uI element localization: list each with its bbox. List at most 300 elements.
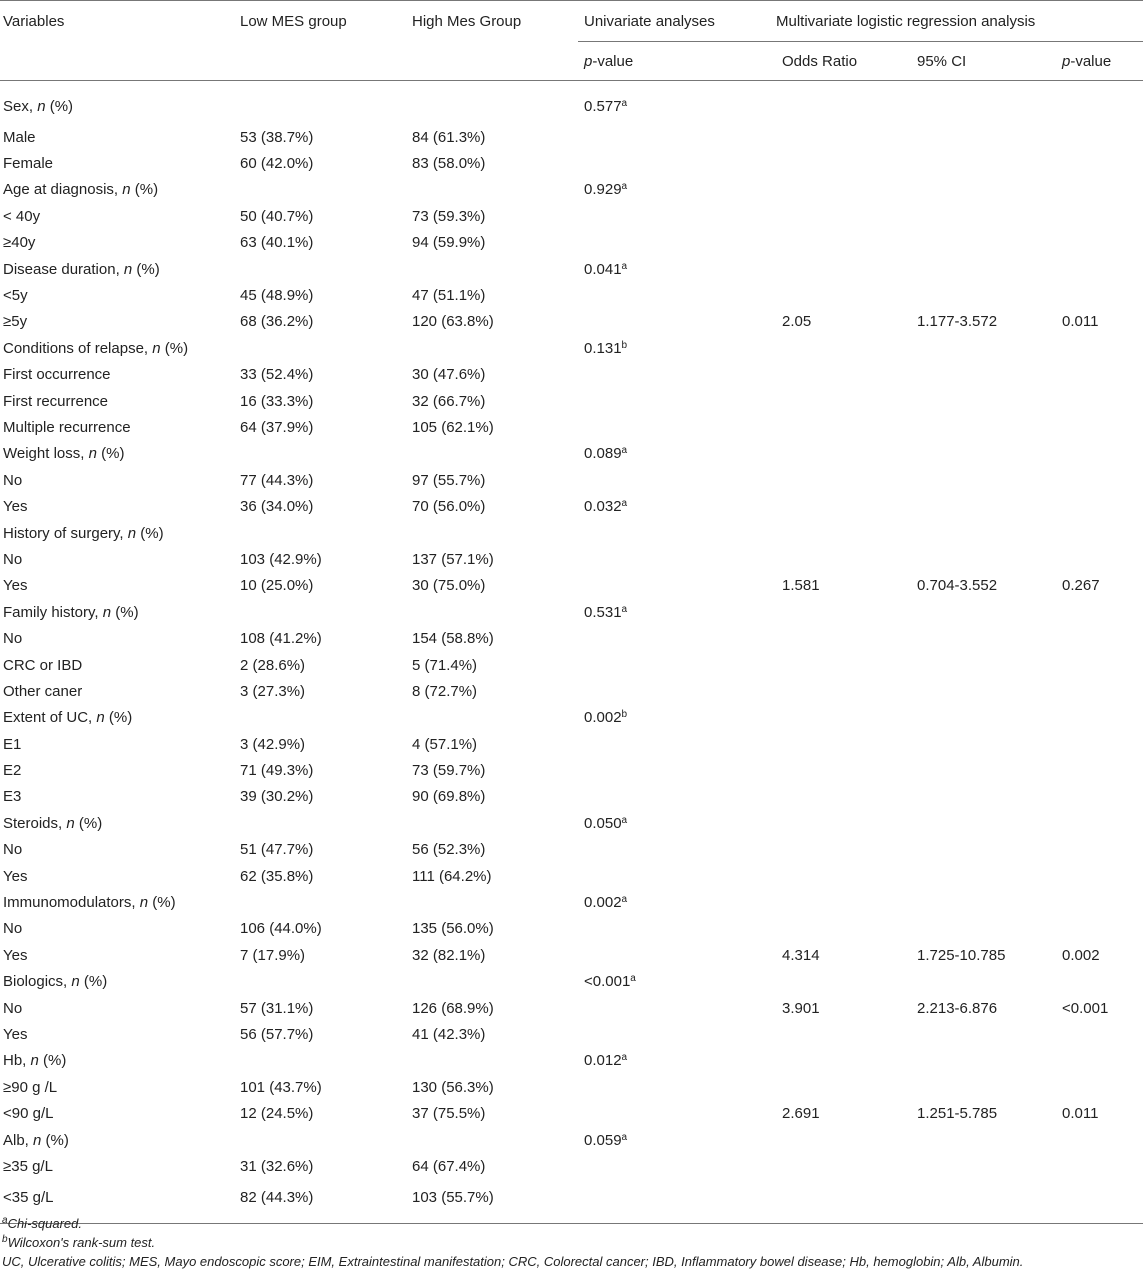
- univariate-p-cell: [578, 546, 776, 572]
- table-row: [0, 493, 1143, 519]
- variable-cell: [0, 1048, 236, 1074]
- low-mes-cell: 12 (24.5%): [240, 1105, 314, 1123]
- footnote-abbreviations: UC, Ulcerative colitis; MES, Mayo endoscopic score; EIM, Extraintestinal manifestation; CRC, Colorectal cancer; IBD, Inflammatory bowel disease; Hb, hemoglobin; Alb, Albumin.: [2, 1254, 1024, 1269]
- odds-ratio-cell: [776, 625, 911, 651]
- variable-label: Weight loss,: [3, 445, 89, 463]
- univariate-p-cell: [578, 889, 776, 915]
- high-mes-cell: [408, 705, 578, 731]
- variable-cell: [0, 889, 236, 915]
- variable-label-end: (%): [96, 445, 125, 463]
- variable-cell: [0, 177, 236, 203]
- multivariate-p-cell: [1056, 599, 1143, 625]
- footnote-mark: a: [621, 814, 628, 826]
- high-mes-cell: [408, 81, 578, 125]
- variable-label: Age at diagnosis,: [3, 181, 123, 199]
- univariate-p-cell: [578, 230, 776, 256]
- footnote-a-mark: a: [2, 1215, 8, 1226]
- header-low-mes: Low MES group: [236, 1, 408, 81]
- table-row: [0, 731, 1143, 757]
- odds-ratio-cell: [776, 969, 911, 995]
- low-mes-cell: 101 (43.7%): [240, 1078, 322, 1096]
- variable-cell: [0, 256, 236, 282]
- low-mes-cell: [236, 81, 408, 125]
- table-row: [0, 969, 1143, 995]
- ci-cell: [911, 757, 1056, 783]
- table-row: [0, 520, 1143, 546]
- table-row: [0, 1048, 1143, 1074]
- table-row: [0, 863, 1143, 889]
- univariate-p-cell: [578, 678, 776, 704]
- table-row: [0, 124, 1143, 150]
- table-row: [0, 441, 1143, 467]
- variable-cell: [0, 335, 236, 361]
- high-mes-cell: 41 (42.3%): [412, 1025, 486, 1043]
- ci-cell: [911, 203, 1056, 229]
- variable-label: Male: [3, 128, 36, 146]
- odds-ratio-cell: [776, 467, 911, 493]
- multivariate-p-cell: [1056, 916, 1143, 942]
- header-ci: 95% CI: [911, 42, 1056, 81]
- table-row: [0, 1021, 1143, 1047]
- univariate-p-cell: [578, 705, 776, 731]
- ci-cell: 0.704-3.552: [917, 577, 998, 595]
- univariate-p-cell: [578, 1048, 776, 1074]
- table-row: [0, 150, 1143, 176]
- variable-label: No: [3, 841, 23, 859]
- odds-ratio-cell: [776, 1074, 911, 1100]
- footnote-mark: a: [621, 445, 628, 457]
- high-mes-cell: 37 (75.5%): [412, 1105, 486, 1123]
- high-mes-cell: [408, 256, 578, 282]
- low-mes-cell: 71 (49.3%): [240, 762, 314, 780]
- univariate-p-cell: [578, 282, 776, 308]
- variable-label-end: (%): [132, 260, 160, 278]
- low-mes-cell: [236, 1127, 408, 1153]
- variable-label: <90 g/L: [3, 1105, 54, 1123]
- variable-cell: [0, 282, 236, 308]
- odds-ratio-cell: 3.901: [782, 999, 820, 1017]
- univariate-p-cell: [578, 652, 776, 678]
- univariate-p-cell: [578, 335, 776, 361]
- high-mes-cell: [408, 335, 578, 361]
- univariate-p-cell: [578, 1100, 776, 1126]
- high-mes-cell: 30 (75.0%): [412, 577, 486, 595]
- variable-label: E1: [3, 735, 22, 753]
- ci-cell: [911, 81, 1056, 125]
- univariate-p-cell: [578, 177, 776, 203]
- table-row: [0, 784, 1143, 810]
- variable-label-end: (%): [111, 603, 139, 621]
- variable-cell: [0, 573, 236, 599]
- univariate-p-cell: [578, 1153, 776, 1179]
- table-row: [0, 546, 1143, 572]
- table-row: [0, 230, 1143, 256]
- variable-label: Yes: [3, 498, 28, 516]
- multivariate-p-cell: [1056, 441, 1143, 467]
- multivariate-p-cell: [1056, 282, 1143, 308]
- ci-cell: [911, 889, 1056, 915]
- multivariate-p-cell: [1056, 493, 1143, 519]
- low-mes-cell: 10 (25.0%): [240, 577, 314, 595]
- table-row: [0, 414, 1143, 440]
- variable-cell: [0, 1127, 236, 1153]
- footnote-b: [0, 1233, 1143, 1252]
- low-mes-cell: 53 (38.7%): [240, 128, 314, 146]
- odds-ratio-cell: 4.314: [782, 946, 820, 964]
- odds-ratio-cell: [776, 1021, 911, 1047]
- variable-label: Disease duration,: [3, 260, 124, 278]
- high-mes-cell: 105 (62.1%): [412, 418, 494, 436]
- variable-label: History of surgery,: [3, 524, 128, 542]
- multivariate-p-cell: [1056, 1021, 1143, 1047]
- variable-label-italic: n: [139, 894, 149, 912]
- variable-cell: [0, 81, 236, 125]
- high-mes-cell: 47 (51.1%): [412, 287, 486, 305]
- variable-label: < 40y: [3, 207, 41, 225]
- footnote-mark: a: [621, 498, 628, 510]
- odds-ratio-cell: [776, 493, 911, 519]
- high-mes-cell: [408, 441, 578, 467]
- table-row: [0, 177, 1143, 203]
- univariate-p-value: 0.002: [584, 894, 622, 912]
- variable-cell: [0, 837, 236, 863]
- univariate-p-value: 0.929: [584, 181, 622, 199]
- variable-label-italic: n: [152, 339, 161, 357]
- low-mes-cell: 36 (34.0%): [240, 498, 314, 516]
- univariate-p-cell: [578, 863, 776, 889]
- multivariate-p-cell: 0.002: [1062, 946, 1100, 964]
- p-rest: -value: [1070, 52, 1112, 70]
- footnote-mark: a: [621, 1052, 628, 1064]
- variable-label: Yes: [3, 577, 28, 595]
- header-odds-ratio: Odds Ratio: [776, 42, 911, 81]
- variable-label: No: [3, 999, 23, 1017]
- high-mes-cell: 126 (68.9%): [412, 999, 494, 1017]
- variable-label: Steroids,: [3, 814, 67, 832]
- variable-label: Sex,: [3, 98, 38, 115]
- footnote-mark: a: [621, 181, 628, 193]
- table-row: [0, 837, 1143, 863]
- odds-ratio-cell: [776, 599, 911, 625]
- univariate-p-cell: [578, 81, 776, 125]
- multivariate-p-cell: [1056, 150, 1143, 176]
- variable-label: Yes: [3, 867, 28, 885]
- multivariate-p-cell: [1056, 177, 1143, 203]
- univariate-p-value: 0.050: [584, 814, 622, 832]
- variable-label: ≥5y: [3, 313, 28, 331]
- p-italic: p: [1062, 52, 1071, 70]
- high-mes-cell: 32 (82.1%): [412, 946, 486, 964]
- univariate-p-cell: [578, 124, 776, 150]
- variable-label-end: (%): [79, 973, 108, 991]
- variable-label: E3: [3, 788, 22, 806]
- ci-cell: [911, 599, 1056, 625]
- univariate-p-cell: [578, 1021, 776, 1047]
- low-mes-cell: [236, 705, 408, 731]
- odds-ratio-cell: [776, 150, 911, 176]
- multivariate-p-cell: [1056, 1048, 1143, 1074]
- multivariate-p-cell: [1056, 731, 1143, 757]
- high-mes-cell: [408, 969, 578, 995]
- ci-cell: [911, 969, 1056, 995]
- variable-label: Hb,: [3, 1052, 31, 1070]
- variable-label-end: (%): [136, 524, 164, 542]
- odds-ratio-cell: [776, 362, 911, 388]
- variable-label: ≥35 g/L: [3, 1157, 53, 1175]
- variable-label: Yes: [3, 1025, 28, 1043]
- univariate-p-cell: [578, 467, 776, 493]
- footnotes: [0, 1214, 1143, 1271]
- ci-cell: [911, 678, 1056, 704]
- variable-label: No: [3, 630, 23, 648]
- footnote-b-mark: b: [2, 1234, 8, 1245]
- table-row: [0, 942, 1143, 968]
- table-row: [0, 81, 1143, 125]
- low-mes-cell: [236, 520, 408, 546]
- variable-cell: [0, 414, 236, 440]
- variable-label: <35 g/L: [3, 1188, 54, 1206]
- odds-ratio-cell: [776, 414, 911, 440]
- variable-cell: [0, 810, 236, 836]
- variable-cell: [0, 705, 236, 731]
- high-mes-cell: 56 (52.3%): [412, 841, 486, 859]
- low-mes-cell: 45 (48.9%): [240, 287, 314, 305]
- variable-label: ≥40y: [3, 234, 36, 252]
- multivariate-p-cell: [1056, 388, 1143, 414]
- variable-label-italic: n: [102, 603, 112, 621]
- ci-cell: [911, 1127, 1056, 1153]
- odds-ratio-cell: 2.05: [782, 313, 812, 331]
- header-high-mes: High Mes Group: [408, 1, 578, 81]
- variable-label: First recurrence: [3, 392, 109, 410]
- variable-label: E2: [3, 762, 22, 780]
- header-univariate: Univariate analyses: [578, 1, 776, 42]
- odds-ratio-cell: [776, 1153, 911, 1179]
- high-mes-cell: [408, 599, 578, 625]
- high-mes-cell: 73 (59.7%): [412, 762, 486, 780]
- odds-ratio-cell: [776, 256, 911, 282]
- low-mes-cell: 31 (32.6%): [240, 1157, 314, 1175]
- ci-cell: 1.251-5.785: [917, 1105, 998, 1123]
- variable-label: Family history,: [3, 603, 103, 621]
- univariate-p-cell: [578, 1074, 776, 1100]
- multivariate-p-cell: [1056, 705, 1143, 731]
- ci-cell: [911, 916, 1056, 942]
- high-mes-cell: 5 (71.4%): [412, 656, 478, 674]
- table-row: [0, 1153, 1143, 1179]
- table-row: [0, 995, 1143, 1021]
- univariate-p-cell: [578, 309, 776, 335]
- odds-ratio-cell: [776, 810, 911, 836]
- variable-label-end: (%): [148, 894, 176, 912]
- multivariate-p-cell: 0.011: [1062, 313, 1099, 331]
- univariate-p-value: 0.131: [584, 339, 622, 357]
- ci-cell: [911, 467, 1056, 493]
- footnote-mark: b: [621, 339, 628, 351]
- footnote-mark: a: [621, 1131, 628, 1143]
- multivariate-p-cell: [1056, 520, 1143, 546]
- odds-ratio-cell: [776, 863, 911, 889]
- variable-cell: [0, 546, 236, 572]
- variable-cell: [0, 863, 236, 889]
- header-multivariate: Multivariate logistic regression analysis: [776, 1, 1143, 42]
- low-mes-cell: 50 (40.7%): [240, 207, 314, 225]
- high-mes-cell: 103 (55.7%): [408, 1180, 578, 1224]
- odds-ratio-cell: [776, 678, 911, 704]
- high-mes-cell: [408, 810, 578, 836]
- multivariate-p-cell: [1056, 362, 1143, 388]
- high-mes-cell: 30 (47.6%): [412, 366, 486, 384]
- variable-cell: [0, 203, 236, 229]
- variable-label: No: [3, 550, 23, 568]
- variable-label-end: (%): [45, 98, 74, 115]
- ci-cell: [911, 282, 1056, 308]
- univariate-p-value: 0.577: [584, 98, 622, 115]
- table-body: [0, 81, 1143, 1224]
- high-mes-cell: 137 (57.1%): [412, 550, 494, 568]
- multivariate-p-cell: [1056, 1153, 1143, 1179]
- univariate-p-cell: [578, 1127, 776, 1153]
- ci-cell: [911, 546, 1056, 572]
- footnote-a-text: Chi-squared.: [7, 1216, 82, 1231]
- odds-ratio-cell: [776, 546, 911, 572]
- low-mes-cell: [236, 810, 408, 836]
- ci-cell: [911, 810, 1056, 836]
- variable-cell: [0, 1100, 236, 1126]
- odds-ratio-cell: [776, 705, 911, 731]
- table-row: [0, 705, 1143, 731]
- odds-ratio-cell: [776, 230, 911, 256]
- variable-cell: [0, 652, 236, 678]
- ci-cell: [911, 863, 1056, 889]
- multivariate-p-cell: [1056, 256, 1143, 282]
- low-mes-cell: 62 (35.8%): [240, 867, 314, 885]
- univariate-p-value: 0.032: [584, 498, 622, 516]
- header-variables: Variables: [0, 1, 236, 81]
- univariate-p-value: 0.012: [584, 1052, 622, 1070]
- high-mes-cell: 120 (63.8%): [412, 313, 494, 331]
- table-row: [0, 282, 1143, 308]
- odds-ratio-cell: [776, 652, 911, 678]
- variable-cell: [0, 599, 236, 625]
- high-mes-cell: 70 (56.0%): [412, 498, 486, 516]
- multivariate-p-cell: 0.267: [1062, 577, 1100, 595]
- low-mes-cell: 63 (40.1%): [240, 234, 314, 252]
- multivariate-p-cell: [1056, 969, 1143, 995]
- variable-cell: [0, 995, 236, 1021]
- ci-cell: [911, 1074, 1056, 1100]
- low-mes-cell: 2 (28.6%): [240, 656, 306, 674]
- ci-cell: [911, 705, 1056, 731]
- variable-label: <5y: [3, 287, 28, 305]
- ci-cell: [911, 520, 1056, 546]
- low-mes-cell: 33 (52.4%): [240, 366, 314, 384]
- odds-ratio-cell: [776, 889, 911, 915]
- multivariate-p-cell: [1056, 546, 1143, 572]
- variable-label: Alb,: [3, 1131, 34, 1149]
- table-row: [0, 388, 1143, 414]
- univariate-p-value: 0.041: [584, 260, 622, 278]
- ci-cell: [911, 652, 1056, 678]
- high-mes-cell: 90 (69.8%): [412, 788, 486, 806]
- univariate-p-value: 0.059: [584, 1131, 622, 1149]
- ci-cell: [911, 177, 1056, 203]
- low-mes-cell: 64 (37.9%): [240, 418, 314, 436]
- high-mes-cell: [408, 1048, 578, 1074]
- multivariate-p-cell: [1056, 652, 1143, 678]
- low-mes-cell: 7 (17.9%): [240, 946, 306, 964]
- low-mes-cell: 68 (36.2%): [240, 313, 314, 331]
- variable-cell: [0, 731, 236, 757]
- variable-label: Biologics,: [3, 973, 72, 991]
- footnote-mark: b: [621, 709, 628, 721]
- low-mes-cell: [236, 177, 408, 203]
- low-mes-cell: [236, 969, 408, 995]
- high-mes-cell: 130 (56.3%): [412, 1078, 494, 1096]
- ci-cell: [911, 441, 1056, 467]
- high-mes-cell: 94 (59.9%): [412, 234, 486, 252]
- variable-cell: [0, 362, 236, 388]
- ci-cell: [911, 335, 1056, 361]
- table-row: [0, 652, 1143, 678]
- ci-cell: [911, 414, 1056, 440]
- multivariate-p-cell: [1056, 625, 1143, 651]
- variable-label-italic: n: [127, 524, 137, 542]
- header-multivariate-p-value: [1056, 42, 1143, 81]
- p-italic: p: [584, 52, 593, 70]
- ci-cell: [911, 1021, 1056, 1047]
- low-mes-cell: 56 (57.7%): [240, 1025, 314, 1043]
- table-row: [0, 573, 1143, 599]
- variable-label: CRC or IBD: [3, 656, 83, 674]
- table-row: [0, 599, 1143, 625]
- ci-cell: [911, 837, 1056, 863]
- low-mes-cell: 3 (42.9%): [240, 735, 306, 753]
- variable-cell: [0, 757, 236, 783]
- multivariate-p-cell: [1056, 1074, 1143, 1100]
- univariate-p-cell: [578, 599, 776, 625]
- multivariate-p-cell: [1056, 203, 1143, 229]
- low-mes-cell: 82 (44.3%): [236, 1180, 408, 1224]
- high-mes-cell: 97 (55.7%): [412, 471, 486, 489]
- odds-ratio-cell: [776, 837, 911, 863]
- variable-cell: [0, 678, 236, 704]
- low-mes-cell: 103 (42.9%): [240, 550, 322, 568]
- variable-cell: [0, 942, 236, 968]
- low-mes-cell: 106 (44.0%): [240, 920, 322, 938]
- multivariate-p-cell: [1056, 784, 1143, 810]
- variable-label-italic: n: [122, 181, 131, 199]
- variable-label: No: [3, 471, 23, 489]
- odds-ratio-cell: [776, 81, 911, 125]
- variable-label: First occurrence: [3, 366, 111, 384]
- univariate-p-value: 0.089: [584, 445, 622, 463]
- multivariate-p-cell: [1056, 467, 1143, 493]
- low-mes-cell: 16 (33.3%): [240, 392, 314, 410]
- low-mes-cell: [236, 335, 408, 361]
- ci-cell: [911, 731, 1056, 757]
- low-mes-cell: 108 (41.2%): [240, 630, 322, 648]
- table-row: [0, 889, 1143, 915]
- ci-cell: [911, 388, 1056, 414]
- footnote-mark: a: [621, 603, 628, 615]
- low-mes-cell: [236, 889, 408, 915]
- ci-cell: [911, 784, 1056, 810]
- low-mes-cell: 3 (27.3%): [240, 682, 306, 700]
- table-row: [0, 757, 1143, 783]
- variable-label-italic: n: [71, 973, 80, 991]
- footnote-b-text: Wilcoxon's rank-sum test.: [7, 1235, 156, 1250]
